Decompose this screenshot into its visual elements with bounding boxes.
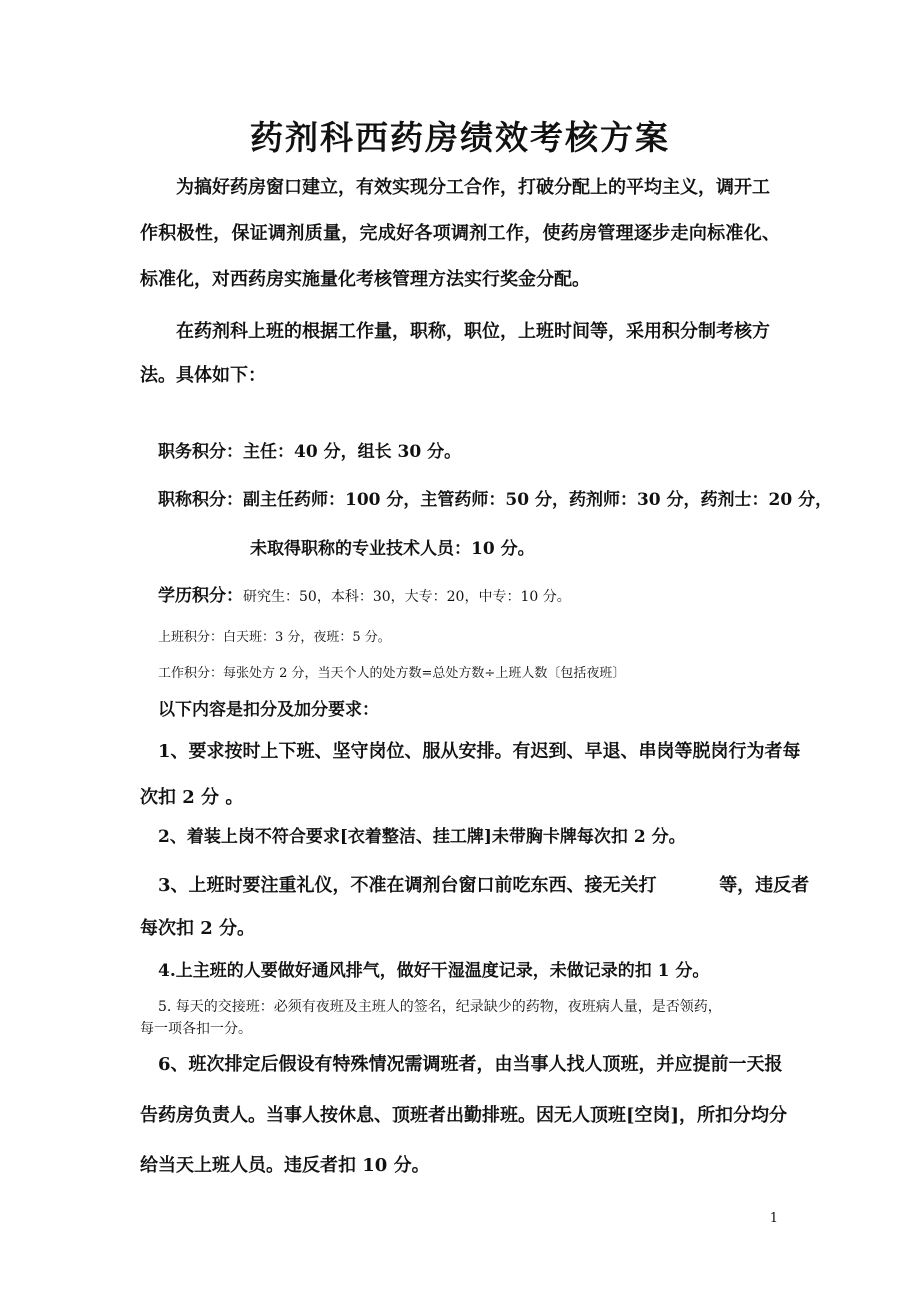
method-line-2: 法。具体如下： [140, 365, 266, 386]
intro-line-2: 作积极性，保证调剂质量，完成好各项调剂工作，使药房管理逐步走向标准化、 [140, 223, 780, 244]
document-title: 药剂科西药房绩效考核方案 [250, 118, 670, 157]
rule-6-line-3: 给当天上班人员。违反者扣 10 分。 [140, 1155, 430, 1176]
intro-line-1: 为搞好药房窗口建立，有效实现分工合作，打破分配上的平均主义，调开工 [176, 177, 770, 198]
page-number: 1 [769, 1211, 778, 1226]
rank-points-line-1: 职称积分：副主任药师：100 分，主管药师：50 分，药剂师：30 分，药剂士：20 分， [158, 490, 833, 510]
duty-points: 职务积分：主任：40 分，组长 30 分。 [158, 442, 462, 462]
rule-5-line-2: 每一项各扣一分。 [140, 1021, 252, 1037]
rule-6-line-2: 告药房负责人。当事人按休息、顶班者出勤排班。因无人顶班[空岗]，所扣分均分 [140, 1105, 788, 1126]
rules-header: 以下内容是扣分及加分要求： [158, 700, 379, 720]
rule-5-line-1: 5. 每天的交接班：必须有夜班及主班人的签名，纪录缺少的药物，夜班病人量，是否领药， [158, 999, 722, 1015]
rule-1-line-1: 1、要求按时上下班、坚守岗位、服从安排。有迟到、早退、串岗等脱岗行为者每 [158, 741, 801, 762]
education-points [158, 581, 571, 606]
method-line-1: 在药剂科上班的根据工作量，职称，职位，上班时间等，采用积分制考核方 [176, 321, 770, 342]
rule-2: 2、着装上岗不符合要求[衣着整洁、挂工牌]未带胸卡牌每次扣 2 分。 [158, 827, 686, 847]
rule-6-line-1: 6、班次排定后假设有特殊情况需调班者，由当事人找人顶班，并应提前一天报 [158, 1054, 783, 1075]
rule-3-line-1: 3、上班时要注重礼仪，不准在调剂台窗口前吃东西、接无关打 等，违反者 [158, 875, 810, 896]
rule-3-line-2: 每次扣 2 分。 [140, 918, 256, 939]
education-points-label: 学历积分： [158, 586, 243, 606]
rule-4: 4.上主班的人要做好通风排气，做好干湿温度记录，未做记录的扣 1 分。 [158, 961, 710, 981]
work-points: 工作积分：每张处方 2 分，当天个人的处方数=总处方数÷上班人数〔包括夜班〕 [158, 666, 626, 681]
rank-points-line-2: 未取得职称的专业技术人员：10 分。 [250, 539, 535, 559]
intro-line-3: 标准化，对西药房实施量化考核管理方法实行奖金分配。 [140, 269, 590, 290]
education-points-text: 研究生：50，本科：30，大专：20，中专：10 分。 [243, 589, 571, 605]
shift-points: 上班积分：白天班：3 分，夜班：5 分。 [158, 630, 391, 645]
rule-1-line-2: 次扣 2 分 。 [140, 787, 244, 808]
